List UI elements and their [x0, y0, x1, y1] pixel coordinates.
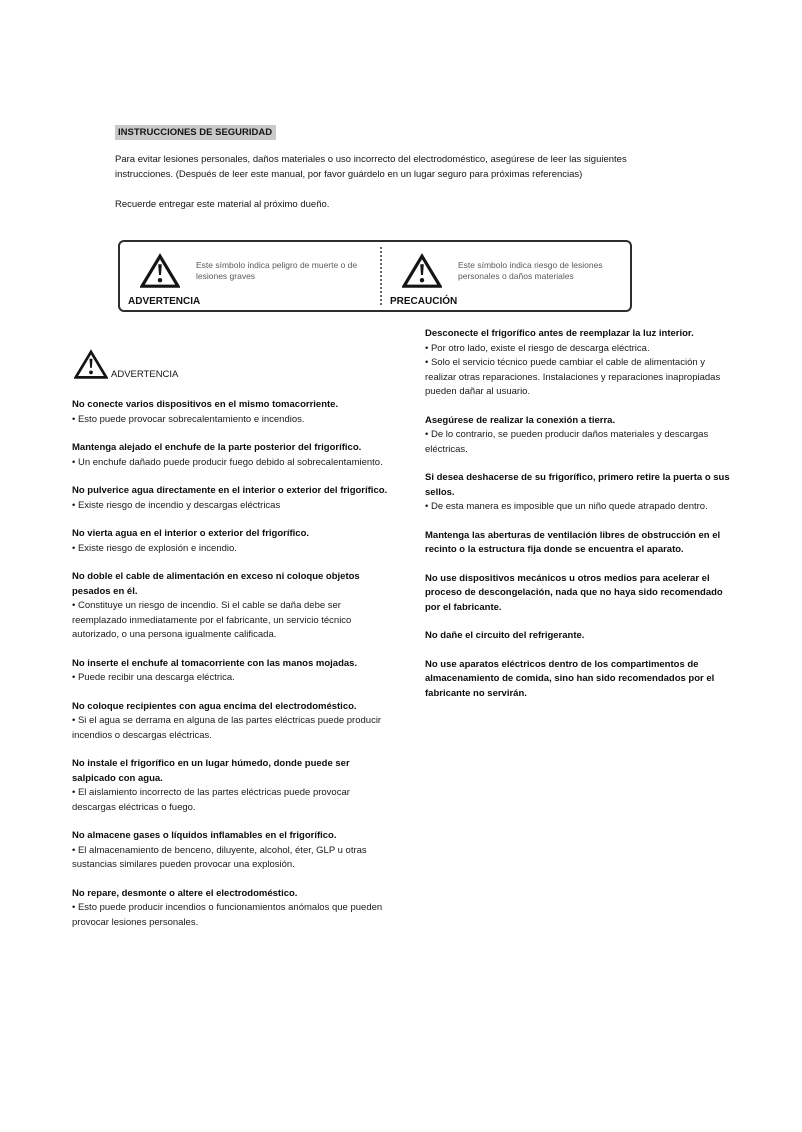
safety-item-heading: No vierta agua en el interior o exterior del frigorífico.: [72, 528, 310, 539]
safety-item-bullet: • Existe riesgo de incendio y descargas eléctricas: [72, 499, 281, 511]
two-column-body: [72, 327, 802, 944]
safety-item-bullet: • Si el agua se derrama en alguna de las partes eléctricas puede producir incendios o descargas eléctricas.: [72, 715, 382, 741]
safety-item: [72, 398, 392, 427]
page-title: INSTRUCCIONES DE SEGURIDAD: [115, 125, 276, 140]
safety-item: [72, 757, 392, 815]
safety-item-bullet: • Puede recibir una descarga eléctrica.: [72, 672, 235, 683]
safety-item-bullet: • Esto puede producir incendios o funcionamientos anómalos que pueden provocar lesiones personales.: [72, 902, 383, 928]
safety-item-bullet: • De esta manera es imposible que un niño quede atrapado dentro.: [425, 501, 708, 512]
safety-item-heading: No inserte el enchufe al tomacorriente con las manos mojadas.: [72, 657, 358, 669]
safety-item: [72, 484, 392, 513]
safety-item-heading: No conecte varios dispositivos en el mismo tomacorriente.: [72, 399, 339, 410]
safety-item-heading: Asegúrese de realizar la conexión a tierra.: [425, 414, 616, 426]
safety-item: [72, 527, 392, 556]
safety-item-heading: No repare, desmonte o altere el electrodoméstico.: [72, 887, 298, 899]
legend-warning-label: ADVERTENCIA: [128, 296, 201, 307]
left-column: [72, 327, 392, 944]
safety-item-bullet: • El almacenamiento de benceno, diluyente, alcohol, éter, GLP u otras sustancias similares pueden provocar una explosión.: [72, 844, 367, 870]
right-column: [425, 327, 735, 944]
intro-section: [115, 122, 722, 212]
safety-item-heading: No use dispositivos mecánicos u otros medios para acelerar el proceso de descongelación, nada que no haya sido recomendado por el fabricante.: [425, 572, 723, 613]
safety-item-heading: No doble el cable de alimentación en exceso ni coloque objetos pesados en él.: [72, 571, 360, 597]
safety-item-bullet: • Constituye un riesgo de incendio. Si el cable se daña debe ser reemplazado inmediatamente por el fabricante, un servicio técnico autorizado, o una persona igualmente calificada.: [72, 600, 352, 640]
safety-item: [425, 572, 735, 616]
safety-item: [425, 327, 735, 400]
safety-item-heading: No coloque recipientes con agua encima del electrodoméstico.: [72, 700, 357, 712]
safety-item: [72, 700, 392, 744]
warning-section-header: [74, 349, 392, 380]
legend-warning: [120, 242, 380, 310]
safety-item-bullet: • Por otro lado, existe el riesgo de descarga eléctrica.: [425, 342, 650, 354]
safety-item: [72, 829, 392, 873]
safety-item-bullet: • Solo el servicio técnico puede cambiar el cable de alimentación y realizar otras reparaciones. Instalaciones y reparaciones inapropiadas pueden dañar al usuario.: [425, 357, 721, 397]
safety-item-heading: Si desea deshacerse de su frigorífico, primero retire la puerta o sus sellos.: [425, 472, 730, 498]
legend-caution-label: PRECAUCIÓN: [390, 296, 458, 307]
safety-item-bullet: • Esto puede provocar sobrecalentamiento e incendios.: [72, 413, 305, 425]
safety-item: [425, 529, 735, 558]
safety-item-heading: No dañe el circuito del refrigerante.: [425, 630, 585, 641]
safety-item-bullet: • Existe riesgo de explosión e incendio.: [72, 542, 237, 554]
safety-item-bullet: • El aislamiento incorrecto de las partes eléctricas puede provocar descargas eléctricas o fuego.: [72, 787, 350, 813]
legend-caution-description: Este símbolo indica riesgo de lesiones personales o daños materiales: [458, 259, 603, 281]
safety-item: [72, 657, 392, 686]
safety-item: [72, 441, 392, 470]
intro-note: Recuerde entregar este material al próximo dueño.: [115, 199, 330, 210]
safety-item: [72, 570, 392, 643]
warning-triangle-icon: [140, 253, 180, 289]
safety-item: [72, 887, 392, 931]
safety-item-bullet: • Un enchufe dañado puede producir fuego debido al sobrecalentamiento.: [72, 456, 383, 468]
warning-triangle-icon: [402, 253, 442, 289]
safety-item-heading: No almacene gases o líquidos inflamables en el frigorífico.: [72, 830, 337, 841]
safety-item-heading: Mantenga alejado el enchufe de la parte posterior del frigorífico.: [72, 442, 362, 453]
legend-caution: [382, 242, 642, 310]
safety-item-heading: Mantenga las aberturas de ventilación libres de obstrucción en el recinto o la estructura fija donde se encuentra el aparato.: [425, 529, 721, 555]
warning-section-label: ADVERTENCIA: [111, 369, 179, 380]
safety-item-heading: No pulverice agua directamente en el interior o exterior del frigorífico.: [72, 485, 388, 496]
safety-item: [425, 471, 735, 515]
safety-item-heading: No use aparatos eléctricos dentro de los compartimentos de almacenamiento de comida, sino han sido recomendados por el fabricante no servirán.: [425, 658, 715, 699]
symbol-legend-box: [118, 240, 632, 312]
safety-item: [425, 629, 735, 644]
warning-triangle-icon: [74, 349, 108, 380]
legend-warning-description: Este símbolo indica peligro de muerte o de lesiones graves: [196, 259, 358, 281]
safety-item: [425, 414, 735, 458]
safety-item-heading: No instale el frigorífico en un lugar húmedo, donde puede ser salpicado con agua.: [72, 758, 350, 784]
safety-item-heading: Desconecte el frigorífico antes de reemplazar la luz interior.: [425, 328, 694, 339]
safety-item: [425, 658, 735, 702]
safety-item-bullet: • De lo contrario, se pueden producir daños materiales y descargas eléctricas.: [425, 429, 709, 455]
intro-paragraph: Para evitar lesiones personales, daños materiales o uso incorrecto del electrodoméstico, asegúrese de leer las siguientes instrucciones. (Después de leer este manual, por favor guárdelo en un lugar seguro para próximas referencias): [115, 154, 627, 180]
